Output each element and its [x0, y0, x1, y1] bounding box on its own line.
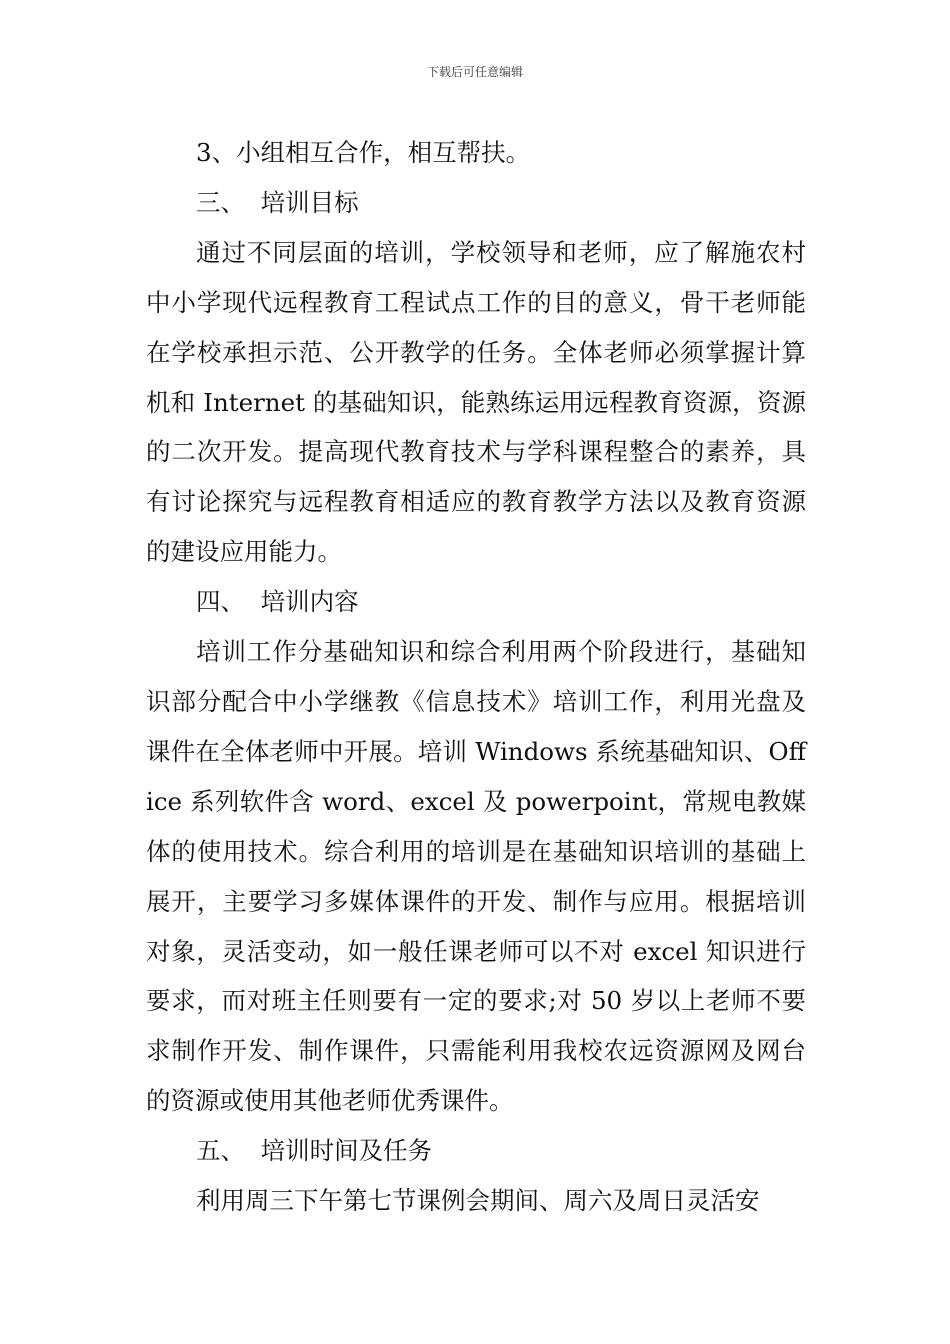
paragraph-cooperation: 3、小组相互合作，相互帮扶。: [196, 138, 531, 167]
section-heading-training-time: 五、 培训时间及任务: [196, 1136, 433, 1166]
document-body: [146, 128, 806, 1226]
page-header: 下载后可任意编辑: [426, 65, 523, 79]
paragraph-training-time: 利用周三下午第七节课例会期间、周六及周日灵活安: [196, 1186, 760, 1216]
section-heading-training-goals: 三、 培训目标: [196, 187, 359, 217]
paragraph-training-goals: 通过不同层面的培训，学校领导和老师，应了解施农村中小学现代远程教育工程试点工作的目的意义，骨干老师能在学校承担示范、公开教学的任务。全体老师必须掌握计算机和 Internet 的基础知识，能熟练运用远程教育资源，资源的二次开发。提高现代教育技术与学科课程整合的素养，具有讨论探究与远程教育相适应的教育教学方法以及教育资源的建设应用能力。: [146, 237, 806, 567]
section-heading-training-content: 四、 培训内容: [196, 587, 359, 617]
paragraph-training-content: 培训工作分基础知识和综合利用两个阶段进行，基础知识部分配合中小学继教《信息技术》培训工作，利用光盘及课件在全体老师中开展。培训 Windows 系统基础知识、Office 系列软件含 word、excel 及 powerpoint，常规电教媒体的使用技术。综合利用的培训是在基础知识培训的基础上展开，主要学习多媒体课件的开发、制作与应用。根据培训对象，灵活变动，如一般任课老师可以不对 excel 知识进行要求，而对班主任则要有一定的要求;对 50 岁以上老师不要求制作开发、制作课件，只需能利用我校农远资源网及网台的资源或使用其他老师优秀课件。: [146, 637, 806, 1116]
